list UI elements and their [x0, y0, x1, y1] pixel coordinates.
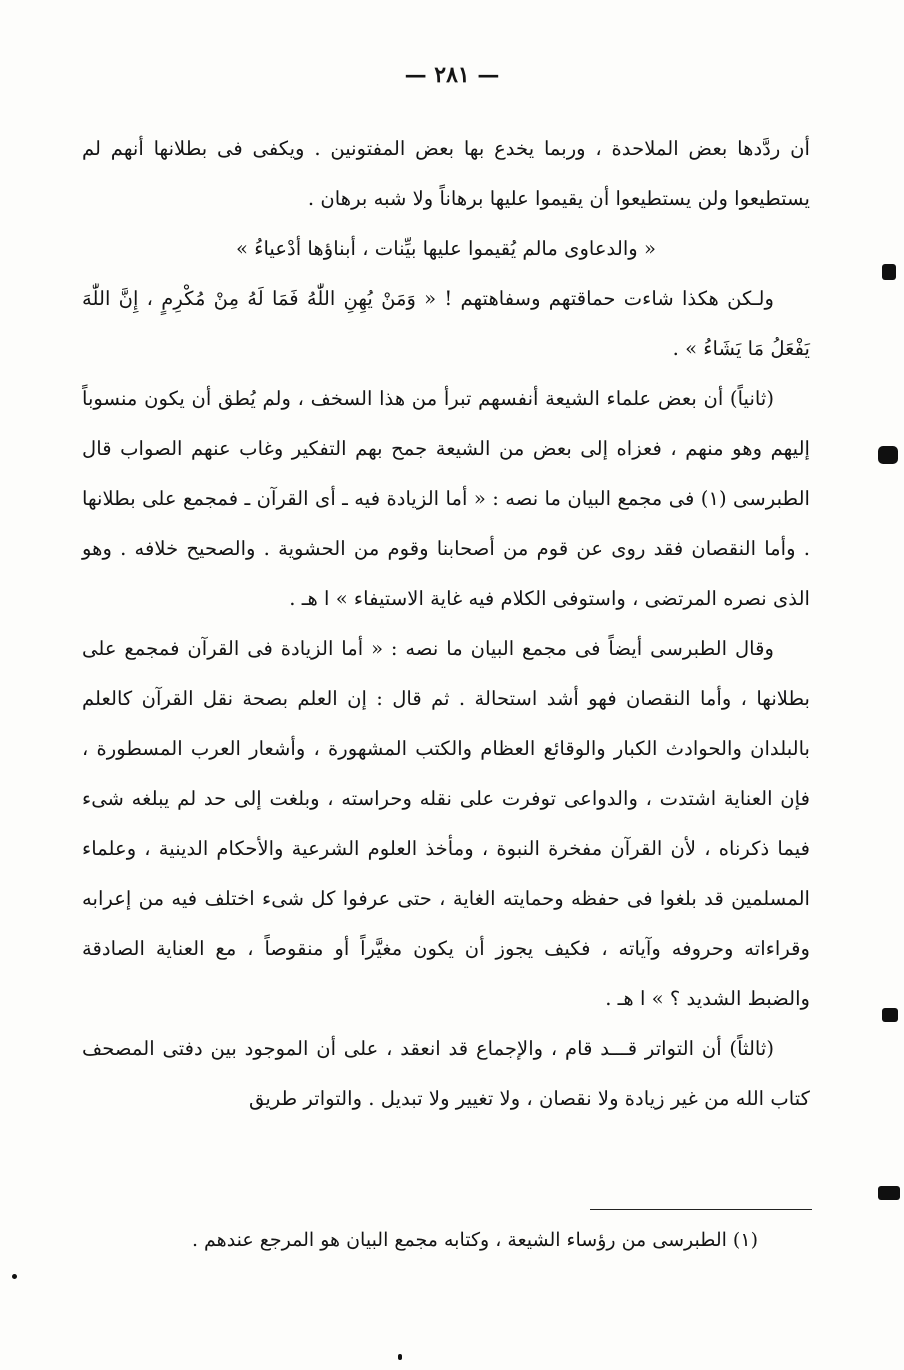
binding-hole-mark	[882, 1008, 898, 1022]
footnote: (١) الطبرسى من رؤساء الشيعة ، وكتابه مجمع البيان هو المرجع عندهم .	[191, 1229, 758, 1251]
paragraph-thirdly: (ثالثاً) أن التواتر قـــد قام ، والإجماع قد انعقد ، على أن الموجود بين دفتى المصحف كتاب الله من غير زيادة ولا نقصان ، ولا تغيير ولا تبديل . والتواتر طريق	[82, 1037, 810, 1110]
page-number: — ٢٨١ —	[404, 62, 500, 88]
verse-line: « والدعاوى مالم يُقيموا عليها بيِّنات ، أبناؤها أدْعياءُ »	[236, 237, 656, 260]
binding-hole-mark	[878, 446, 898, 464]
paragraph-secondly: (ثانياً) أن بعض علماء الشيعة أنفسهم تبرأ من هذا السخف ، ولم يُطق أن يكون منسوباً إليهم وهو منهم ، فعزاه إلى بعض من الشيعة جمح بهم التفكير وغاب عنهم الصواب قال الطبرسى (١) فى مجمع البيان ما نصه : « أما الزيادة فيه ـ أى القرآن ـ فمجمع على بطلانها . وأما النقصان فقد روى عن قوم من أصحابنا وقوم من الحشوية . والصحيح خلافه . وهو الذى نصره المرتضى ، واستوفى الكلام فيه غاية الاستيفاء » ا هـ .	[82, 387, 810, 610]
paragraph-quran-quote: ولـكن هكذا شاءت حماقتهم وسفاهتهم ! « وَمَنْ يُهِنِ اللّٰهُ فَمَا لَهُ مِنْ مُكْرِمٍ ، إِنَّ اللّٰهَ يَفْعَلُ مَا يَشَاءُ » .	[82, 287, 810, 360]
page-body	[82, 124, 810, 1124]
paragraph-tabarsi-quote: وقال الطبرسى أيضاً فى مجمع البيان ما نصه : « أما الزيادة فى القرآن فمجمع على بطلانها ، وأما النقصان فهو أشد استحالة . ثم قال : إن العلم بصحة نقل القرآن كالعلم بالبلدان والحوادث الكبار والوقائع العظام والكتب المشهورة ، وأشعار العرب المسطورة ، فإن العناية اشتدت ، والدواعى توفرت على نقله وحراسته ، وبلغت إلى حد لم يبلغه شىء فيما ذكرناه ، لأن القرآن مفخرة النبوة ، ومأخذ العلوم الشرعية والأحكام الدينية ، وعلماء المسلمين قد بلغوا فى حفظه وحمايته الغاية ، حتى عرفوا كل شىء اختلف فيه من إعرابه وقراءاته وحروفه وآياته ، فكيف يجوز أن يكون مغيَّراً أو منقوصاً ، مع العناية الصادقة والضبط الشديد ؟ » ا هـ .	[82, 637, 811, 1010]
paragraph-intro: أن ردَّدها بعض الملاحدة ، وربما يخدع بها بعض المفتونين . ويكفى فى بطلانها أنهم لم يستطيعوا ولن يستطيعوا أن يقيموا عليها برهاناً ولا شبه برهان .	[82, 137, 810, 210]
ink-speck	[398, 1354, 402, 1360]
ink-speck	[12, 1274, 17, 1279]
binding-hole-mark	[878, 1186, 900, 1200]
binding-hole-mark	[882, 264, 896, 280]
footnote-divider	[590, 1209, 812, 1210]
